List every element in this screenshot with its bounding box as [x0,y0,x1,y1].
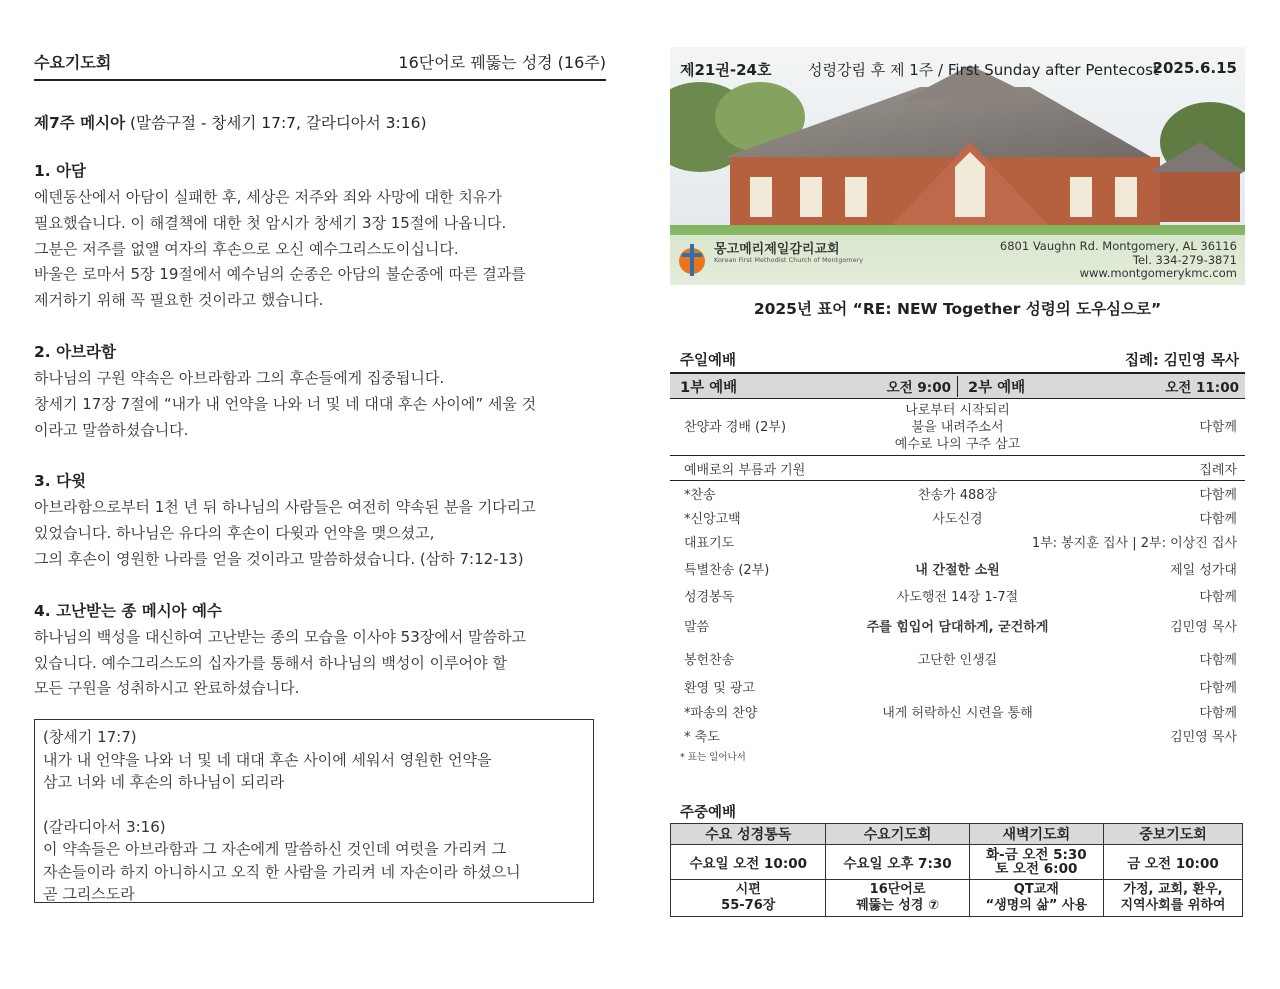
cell-line: 지역사회를 위하여 [1120,898,1226,913]
table-cell: 금 오전 10:00 [1104,845,1243,880]
item-label: * 축도 [684,729,720,745]
header-title: 수요기도회 [34,53,112,72]
order-item [670,529,1245,553]
item-label: 말씀 [684,619,710,635]
section-title: 3. 다윗 [34,472,87,491]
order-item [670,505,1245,529]
liturgical-subtitle: 성령강림 후 제 1주 / First Sunday after Pentecost [808,61,1159,79]
section-body [34,495,606,572]
cell-line: 토 오전 6:00 [995,861,1078,877]
item-label: *파송의 찬양 [684,705,758,721]
body-line: 제거하기 위해 꼭 필요한 것이라고 했습니다. [34,291,324,310]
church-logo [682,243,863,264]
table-cell [671,880,826,917]
verse-text: 이 약속들은 아브라함과 그 자손에게 말씀하신 것인데 여럿을 가리켜 그 [43,840,507,858]
verse-text: 삼고 너와 네 후손의 하나님이 되리라 [43,773,285,791]
volume-number: 제21권-24호 [680,61,772,79]
week-reference: (말씀구절 - 창세기 17:7, 갈라디아서 3:16) [129,114,427,132]
table-cell [1104,880,1243,917]
item-content: 주를 힘입어 담대하게, 굳건하게 [866,619,1049,635]
service-times [670,374,1245,399]
order-item-praise [670,399,1245,456]
week-heading [34,111,606,133]
order-item [670,481,1245,505]
sunday-worship-header [670,349,1245,374]
bulletin-banner [670,47,1245,285]
item-label: *찬송 [684,487,716,503]
verse-ref: (갈라디아서 3:16) [43,817,166,836]
item-content: 찬송가 488장 [917,487,998,503]
song-title: 나로부터 시작되리 [905,402,1010,418]
cell-line: 가정, 교회, 환우, [1123,882,1223,897]
item-leader: 다함께 [1199,705,1237,721]
right-page [670,47,1245,917]
left-page [34,50,606,702]
table-cell: 수요일 오후 7:30 [826,845,969,880]
body-line: 바울은 로마서 5장 19절에서 예수님의 순종은 아담의 불순종에 따른 결과를 [34,265,526,284]
weekday-worship-title: 주중예배 [680,805,737,821]
column-header: 수요기도회 [826,824,969,845]
header-series: 16단어로 꿰뚫는 성경 (16주) [398,53,606,72]
item-leader: 다함께 [1199,652,1237,668]
item-label: 환영 및 광고 [684,680,756,696]
standing-note: * 표는 일어나서 [680,752,746,763]
service-1-time: 오전 9:00 [886,379,951,396]
year-motto: 2025년 표어 “RE: NEW Together 성령의 도우심으로” [753,300,1162,318]
item-label: 찬양과 경배 (2부) [684,419,787,435]
officiant: 집례: 김민영 목사 [1125,353,1239,369]
address-line: 6801 Vaughn Rd. Montgomery, AL 36116 [999,239,1237,253]
item-content: 내게 허락하신 시련을 통해 [882,705,1033,721]
item-label: 성경봉독 [684,589,735,605]
section-david [34,469,606,572]
verse-text: 자손들이라 하지 아니하시고 오직 한 사람을 가리켜 네 자손이라 하셨으니 [43,862,521,881]
item-leader: 다함께 [1199,511,1237,527]
section-messiah [34,599,606,702]
service-1-label: 1부 예배 [680,379,738,396]
verse-text: 내가 내 언약을 나와 너 및 네 대대 후손 사이에 세워서 영원한 언약을 [43,750,492,769]
item-leader: 김민영 목사 [1170,729,1237,745]
order-item [670,553,1245,583]
item-leader: 다함께 [1199,487,1237,503]
item-leader: 김민영 목사 [1170,619,1237,635]
body-line: 아브라함으로부터 1천 년 뒤 하나님의 사람들은 여전히 약속된 분을 기다리고 [34,498,536,517]
section-body [34,185,606,314]
item-label: 특별찬송 (2부) [684,562,770,578]
body-line: 그의 후손이 영원한 나라를 얻을 것이라고 말씀하셨습니다. (삼하 7:12-13) [34,549,524,568]
week-title: 제7주 메시아 [34,114,126,132]
cell-line: 꿰뚫는 성경 ⑦ [856,898,939,913]
verse-box [34,719,594,903]
table-header-row [671,824,1243,845]
item-leader: 다함께 [1199,419,1237,435]
section-title: 1. 아담 [34,162,87,180]
item-content: 사도행전 14장 1-7절 [896,589,1019,605]
section-body [34,625,606,702]
item-leader: 다함께 [1199,589,1237,605]
left-header [34,50,606,81]
body-line: 에덴동산에서 아담이 실패한 후, 세상은 저주와 죄와 사망에 대한 치유가 [34,188,502,206]
item-label: 대표기도 [684,535,735,551]
sunday-title: 주일예배 [680,353,737,369]
item-content: 내 간절한 소원 [915,562,1000,578]
order-item [670,723,1245,747]
body-line: 하나님의 구원 약속은 아브라함과 그의 후손들에게 집중됩니다. [34,368,445,387]
order-of-worship [670,481,1245,747]
church-name-en: Korean First Methodist Church of Montgomery [714,256,864,264]
order-item [670,583,1245,607]
table-cell [826,880,969,917]
table-row [671,880,1243,917]
cell-line: 화-금 오전 5:30 [985,847,1087,863]
cell-line: QT교재 [1013,882,1059,897]
phone-line: Tel. 334-279-3871 [1132,252,1237,267]
body-line: 창세기 17장 7절에 “내가 내 언약을 나와 너 및 네 대대 후손 사이에” 세울 것 [34,394,537,413]
item-leader: 제일 성가대 [1170,562,1237,578]
church-address [1000,240,1237,281]
verse-text: 곧 그리스도라 [43,885,135,903]
weekday-schedule-table [670,823,1243,917]
table-cell: 수요일 오전 10:00 [671,845,826,880]
order-item [670,673,1245,699]
section-body [34,366,606,443]
item-content: 고단한 인생길 [917,652,998,668]
church-name: 몽고메리제일감리교회 [714,242,840,257]
body-line: 이라고 말씀하셨습니다. [34,420,189,439]
item-label: 봉헌찬송 [684,652,735,668]
cell-line: 16단어로 [869,882,926,897]
table-cell [969,880,1103,917]
order-item [670,643,1245,673]
column-header: 수요 성경통독 [671,824,826,845]
item-content: 사도신경 [932,511,983,527]
order-item-call [670,456,1245,481]
table-cell [969,845,1103,880]
order-item [670,699,1245,723]
service-2-time: 오전 11:00 [1165,379,1239,396]
praise-songs [840,402,1075,453]
item-leader: 1부: 봉지훈 집사 | 2부: 이상진 집사 [1031,535,1237,551]
bulletin-date: 2025.6.15 [1152,59,1237,77]
body-line: 모든 구원을 성취하시고 완료하셨습니다. [34,679,300,698]
website-line[interactable]: www.montgomerykmc.com [1079,266,1237,280]
table-row [671,845,1243,880]
section-adam [34,159,606,314]
section-abraham [34,340,606,443]
item-leader: 다함께 [1199,680,1237,696]
section-title: 2. 아브라함 [34,342,116,361]
item-label: 예배로의 부름과 기원 [684,462,806,478]
cell-line: “생명의 삶” 사용 [985,898,1088,913]
body-line: 있습니다. 예수그리스도의 십자가를 통해서 하나님의 백성이 이루어야 할 [34,653,507,672]
body-line: 필요했습니다. 이 해결책에 대한 첫 암시가 창세기 3장 15절에 나옵니다. [34,213,507,232]
song-title: 예수로 나의 구주 삼고 [894,436,1021,452]
cell-line: 55-76장 [721,898,776,913]
body-line: 그분은 저주를 없앨 여자의 후손으로 오신 예수그리스도이십니다. [34,239,459,258]
order-item [670,607,1245,643]
section-title: 4. 고난받는 종 메시아 예수 [34,601,222,620]
body-line: 있었습니다. 하나님은 유다의 후손이 다윗과 언약을 맺으셨고, [34,524,435,543]
column-header: 새벽기도회 [969,824,1103,845]
item-label: *신앙고백 [684,511,741,527]
cell-line: 시편 [735,882,761,897]
service-2-label: 2부 예배 [968,379,1026,396]
song-title: 불을 내려주소서 [911,419,1004,435]
item-leader: 집례자 [1199,462,1237,478]
body-line: 하나님의 백성을 대신하여 고난받는 종의 모습을 이사야 53장에서 말씀하고 [34,627,526,646]
column-header: 중보기도회 [1104,824,1243,845]
verse-ref: (창세기 17:7) [43,728,137,746]
